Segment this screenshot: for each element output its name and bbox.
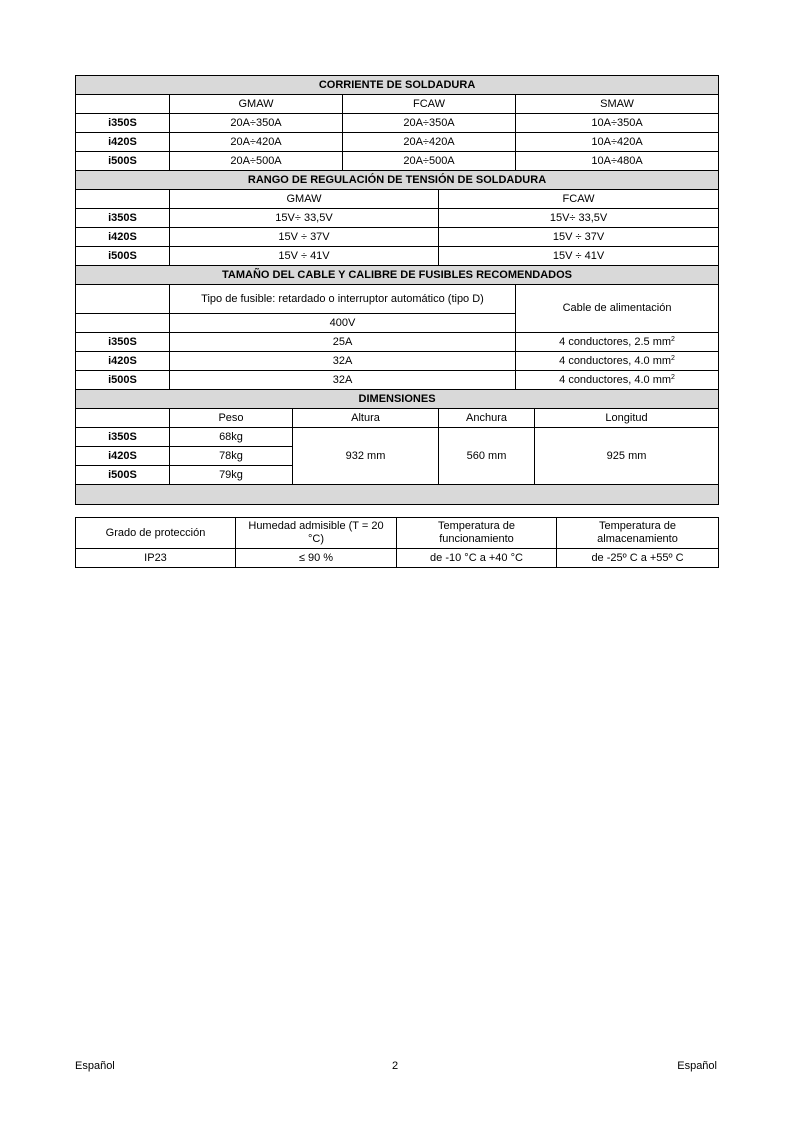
dim-header-longitud: Longitud: [535, 409, 719, 428]
fuse-value: 32A: [170, 352, 516, 371]
current-smaw-value: 10A÷480A: [516, 152, 719, 171]
current-header-row: [76, 95, 719, 114]
voltage-section-title: RANGO DE REGULACIÓN DE TENSIÓN DE SOLDADURA: [76, 171, 719, 190]
storage-temp-header: Temperatura de almacenamiento: [557, 518, 719, 549]
current-section-title: CORRIENTE DE SOLDADURA: [76, 76, 719, 95]
dim-header-altura: Altura: [293, 409, 439, 428]
table-row: [76, 371, 719, 390]
dimensions-header-row: [76, 409, 719, 428]
current-header-gmaw: GMAW: [170, 95, 343, 114]
table-row: [76, 114, 719, 133]
current-fcaw-value: 20A÷350A: [343, 114, 516, 133]
operating-temp-header: Temperatura de funcionamiento: [397, 518, 557, 549]
model-label: i350S: [76, 428, 170, 447]
dim-header-anchura: Anchura: [439, 409, 535, 428]
voltage-header-gmaw: GMAW: [170, 190, 439, 209]
table-row: [76, 209, 719, 228]
humidity-value: ≤ 90 %: [236, 549, 397, 568]
cable-section-title: TAMAÑO DEL CABLE Y CALIBRE DE FUSIBLES RECOMENDADOS: [76, 266, 719, 285]
table-row: [76, 247, 719, 266]
operating-temp-value: de -10 °C a +40 °C: [397, 549, 557, 568]
model-label: i420S: [76, 352, 170, 371]
voltage-header-row: [76, 190, 719, 209]
model-label: i350S: [76, 114, 170, 133]
model-label: i350S: [76, 333, 170, 352]
voltage-fcaw-value: 15V ÷ 41V: [439, 247, 719, 266]
environment-header-row: [76, 518, 719, 549]
length-value: 925 mm: [535, 428, 719, 485]
model-label: i500S: [76, 152, 170, 171]
cable-header-row: [76, 285, 719, 314]
weight-value: 79kg: [170, 466, 293, 485]
height-value: 932 mm: [293, 428, 439, 485]
current-smaw-value: 10A÷350A: [516, 114, 719, 133]
current-smaw-value: 10A÷420A: [516, 133, 719, 152]
protection-value: IP23: [76, 549, 236, 568]
cable-value: 4 conductores, 4.0 $mm^2$: [516, 371, 719, 390]
dimensions-section-title: DIMENSIONES: [76, 390, 719, 409]
weight-value: 78kg: [170, 447, 293, 466]
table-row: [76, 352, 719, 371]
cable-value: 4 conductores, 2.5 $mm^2$: [516, 333, 719, 352]
fuse-type-header: Tipo de fusible: retardado o interruptor automático (tipo D): [170, 285, 516, 314]
cable-header: Cable de alimentación: [516, 285, 719, 333]
model-label: i420S: [76, 228, 170, 247]
current-fcaw-value: 20A÷420A: [343, 133, 516, 152]
environment-value-row: [76, 549, 719, 568]
current-fcaw-value: 20A÷500A: [343, 152, 516, 171]
fuse-value: 25A: [170, 333, 516, 352]
model-label: i350S: [76, 209, 170, 228]
model-label: i500S: [76, 466, 170, 485]
voltage-gmaw-value: 15V ÷ 37V: [170, 228, 439, 247]
table-row: [76, 152, 719, 171]
page-number: 2: [392, 1060, 399, 1072]
storage-temp-value: de -25º C a +55º C: [557, 549, 719, 568]
current-gmaw-value: 20A÷420A: [170, 133, 343, 152]
table-row: [76, 428, 719, 447]
current-gmaw-value: 20A÷500A: [170, 152, 343, 171]
footer-language-right: Español: [677, 1060, 717, 1072]
model-label: i420S: [76, 447, 170, 466]
model-label: i420S: [76, 133, 170, 152]
table-row: [76, 333, 719, 352]
table-row: [76, 228, 719, 247]
specs-table: [75, 75, 719, 505]
voltage-header-fcaw: FCAW: [439, 190, 719, 209]
footer-language-left: Español: [75, 1060, 115, 1072]
environment-table: [75, 517, 719, 568]
current-header-smaw: SMAW: [516, 95, 719, 114]
fuse-value: 32A: [170, 371, 516, 390]
voltage-gmaw-value: 15V÷ 33,5V: [170, 209, 439, 228]
voltage-fcaw-value: 15V÷ 33,5V: [439, 209, 719, 228]
humidity-header: Humedad admisible (T = 20 °C): [236, 518, 397, 549]
model-label: i500S: [76, 247, 170, 266]
width-value: 560 mm: [439, 428, 535, 485]
current-header-fcaw: FCAW: [343, 95, 516, 114]
current-gmaw-value: 20A÷350A: [170, 114, 343, 133]
table-row: [76, 133, 719, 152]
voltage-gmaw-value: 15V ÷ 41V: [170, 247, 439, 266]
weight-value: 68kg: [170, 428, 293, 447]
voltage-fcaw-value: 15V ÷ 37V: [439, 228, 719, 247]
fuse-voltage-label: 400V: [170, 314, 516, 333]
section-divider: [76, 485, 719, 505]
protection-header: Grado de protección: [76, 518, 236, 549]
model-label: i500S: [76, 371, 170, 390]
dim-header-peso: Peso: [170, 409, 293, 428]
cable-value: 4 conductores, 4.0 $mm^2$: [516, 352, 719, 371]
